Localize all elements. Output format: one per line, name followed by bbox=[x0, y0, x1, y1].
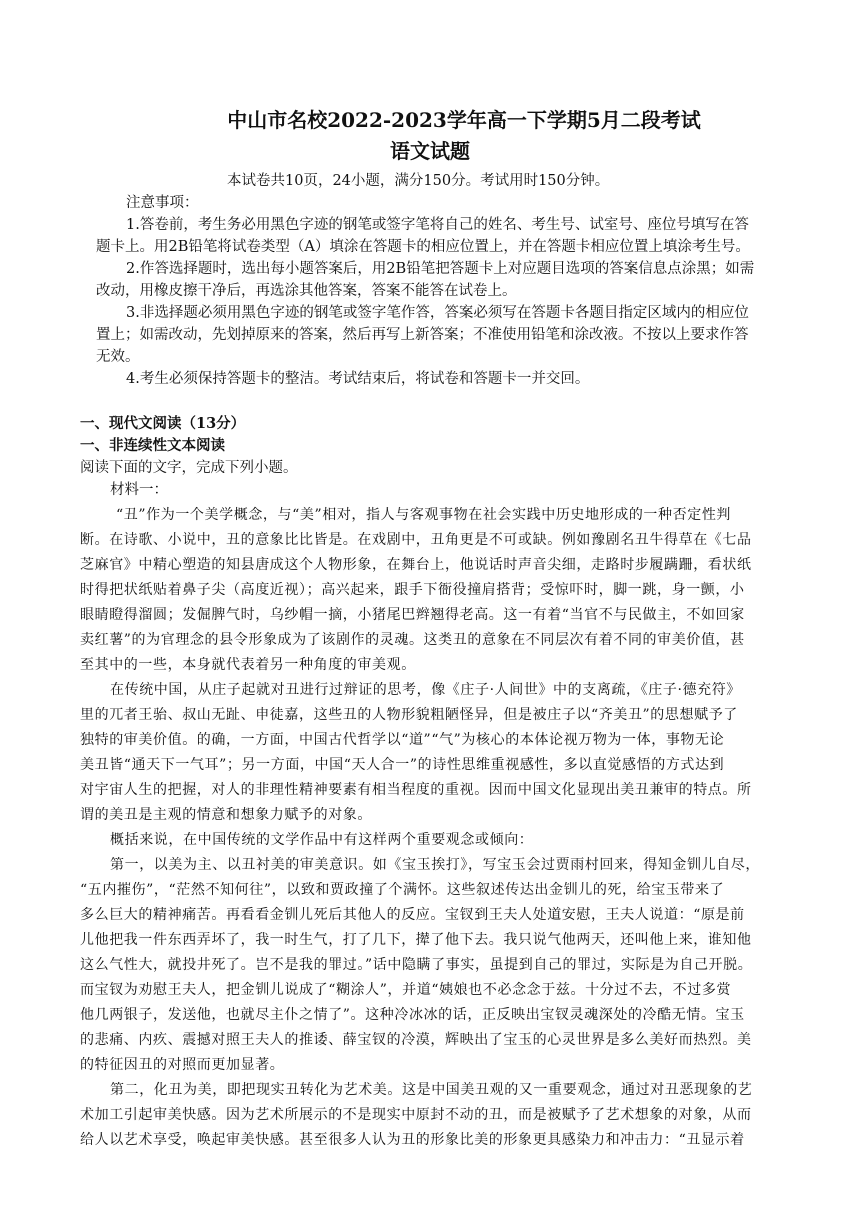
notice-heading: 注意事项： bbox=[126, 195, 199, 211]
body-line: 美丑皆“通天下一气耳”；另一方面，中国“天人合一”的诗性思维重视感性，多以直觉感悟的方式达到 bbox=[80, 757, 725, 773]
body-line: 里的兀者王骀、叔山无趾、申徒嘉，这些丑的人物形貌粗陋怪异，但是被庄子以“齐美丑”的思想赋予了 bbox=[80, 707, 738, 723]
notice-line: 3.非选择题必须用黑色字迹的钢笔或签字笔作答，答案必须写在答题卡各题目指定区域内的相应位 bbox=[126, 305, 749, 321]
notice-line: 无效。 bbox=[96, 349, 140, 365]
body-line: 时得把状纸贴着鼻子尖（高度近视）；高兴起来，跟手下衙役撞肩搭背；受惊吓时，脚一跳，身一颤，小 bbox=[80, 582, 745, 598]
body-line: 独特的审美价值。的确，一方面，中国古代哲学以“道”“气”为核心的本体论视万物为一体，事物无论 bbox=[80, 732, 725, 748]
section-heading: 一、非连续性文本阅读 bbox=[80, 437, 225, 454]
notice-line: 1.答卷前，考生务必用黑色字迹的钢笔或签字笔将自己的姓名、考生号、试室号、座位号填写在答 bbox=[126, 217, 749, 233]
reading-instruction: 阅读下面的文字，完成下列小题。 bbox=[80, 460, 298, 476]
section-heading: 一、现代文阅读（13分） bbox=[80, 415, 246, 432]
notice-line: 改动，用橡皮擦干净后，再选涂其他答案，答案不能答在试卷上。 bbox=[96, 283, 517, 299]
body-line: 谓的美丑是主观的情意和想象力赋予的对象。 bbox=[80, 807, 372, 823]
body-line: 芝麻官》中精心塑造的知县唐成这个人物形象，在舞台上，他说话时声音尖细，走路时步履蹒跚，看状纸 bbox=[80, 557, 752, 573]
body-line: 的特征因丑的对照而更加显著。 bbox=[80, 1057, 285, 1073]
body-line: “五内摧伤”，“茫然不知何往”，以致和贾政撞了个满怀。这些叙述传达出金钏儿的死，给宝玉带来了 bbox=[80, 882, 725, 898]
notice-line: 2.作答选择题时，选出每小题答案后，用2B铅笔把答题卡上对应题目选项的答案信息点涂黑；如需 bbox=[126, 261, 755, 277]
body-line: 这么气性大，就投井死了。岂不是我的罪过。”话中隐瞒了事实，虽提到自己的罪过，实际是为自己开脱。 bbox=[80, 957, 753, 973]
body-line: “丑”作为一个美学概念，与“美”相对，指人与客观事物在社会实践中历史地形成的一种否定性判 bbox=[116, 507, 732, 523]
body-line: 第二，化丑为美，即把现实丑转化为艺术美。这是中国美丑观的又一重要观念，通过对丑恶现象的艺 bbox=[110, 1082, 753, 1098]
body-line: 他几两银子，发送他，也就尽主仆之情了”。这种冷冰冰的话，正反映出宝钗灵魂深处的冷酷无情。宝玉 bbox=[80, 1007, 745, 1023]
body-line: 给人以艺术享受，唤起审美快感。甚至很多人认为丑的形象比美的形象更具感染力和冲击力：“丑显示着 bbox=[80, 1132, 745, 1148]
notice-line: 题卡上。用2B铅笔将试卷类型（A）填涂在答题卡的相应位置上，并在答题卡相应位置上填涂考生号。 bbox=[96, 239, 750, 255]
material-label: 材料一： bbox=[110, 482, 168, 498]
body-line: 概括来说，在中国传统的文学作品中有这样两个重要观念或倾向： bbox=[110, 832, 534, 848]
body-line: 儿他把我一件东西弄坏了，我一时生气，打了几下，撵了他下去。我只说气他两天，还叫他上来，谁知他 bbox=[80, 932, 752, 948]
body-line: 断。在诗歌、小说中，丑的意象比比皆是。在戏剧中，丑角更是不可或缺。例如豫剧名丑牛得草在《七品 bbox=[80, 532, 752, 548]
notice-line: 4.考生必须保持答题卡的整洁。考试结束后，将试卷和答题卡一并交回。 bbox=[126, 371, 590, 387]
body-line: 多么巨大的精神痛苦。再看看金钏儿死后其他人的反应。宝钗到王夫人处道安慰，王夫人说道：“原是前 bbox=[80, 907, 745, 923]
exam-intro: 本试卷共10页，24小题，满分150分。考试用时150分钟。 bbox=[227, 173, 610, 189]
body-line: 眼睛瞪得溜圆；发倔脾气时，乌纱帽一摘，小猪尾巴辫翘得老高。这一有着“当官不与民做主，不如回家 bbox=[80, 607, 745, 623]
exam-subtitle: 语文试题 bbox=[390, 139, 470, 163]
notice-line: 置上；如需改动，先划掉原来的答案，然后再写上新答案；不准使用铅笔和涂改液。不按以上要求作答 bbox=[96, 327, 749, 343]
exam-title: 中山市名校2022-2023学年高一下学期5月二段考试 bbox=[227, 108, 701, 132]
body-line: 至其中的一些，本身就代表着另一种角度的审美观。 bbox=[80, 657, 416, 673]
body-line: 卖红薯”的为官理念的县令形象成为了该剧作的灵魂。这类丑的意象在不同层次有着不同的审美价值，甚 bbox=[80, 632, 745, 648]
body-line: 第一，以美为主、以丑衬美的审美意识。如《宝玉挨打》，写宝玉会过贾雨村回来，得知金钏儿自尽， bbox=[110, 857, 760, 873]
body-line: 术加工引起审美快感。因为艺术所展示的不是现实中原封不动的丑，而是被赋予了艺术想象的对象，从而 bbox=[80, 1107, 752, 1123]
body-line: 对宇宙人生的把握，对人的非理性精神要素有相当程度的重视。因而中国文化显现出美丑兼审的特点。所 bbox=[80, 782, 752, 798]
body-line: 的悲痛、内疚、震撼对照王夫人的推诿、薛宝钗的冷漠，辉映出了宝玉的心灵世界是多么美好而热烈。美 bbox=[80, 1032, 752, 1048]
body-line: 在传统中国，从庄子起就对丑进行过辩证的思考，像《庄子·人间世》中的支离疏，《庄子·德充符》 bbox=[110, 682, 741, 698]
body-line: 而宝钗为劝慰王夫人，把金钏儿说成了“糊涂人”，并道“姨娘也不必念念于兹。十分过不去，不过多赏 bbox=[80, 982, 732, 998]
